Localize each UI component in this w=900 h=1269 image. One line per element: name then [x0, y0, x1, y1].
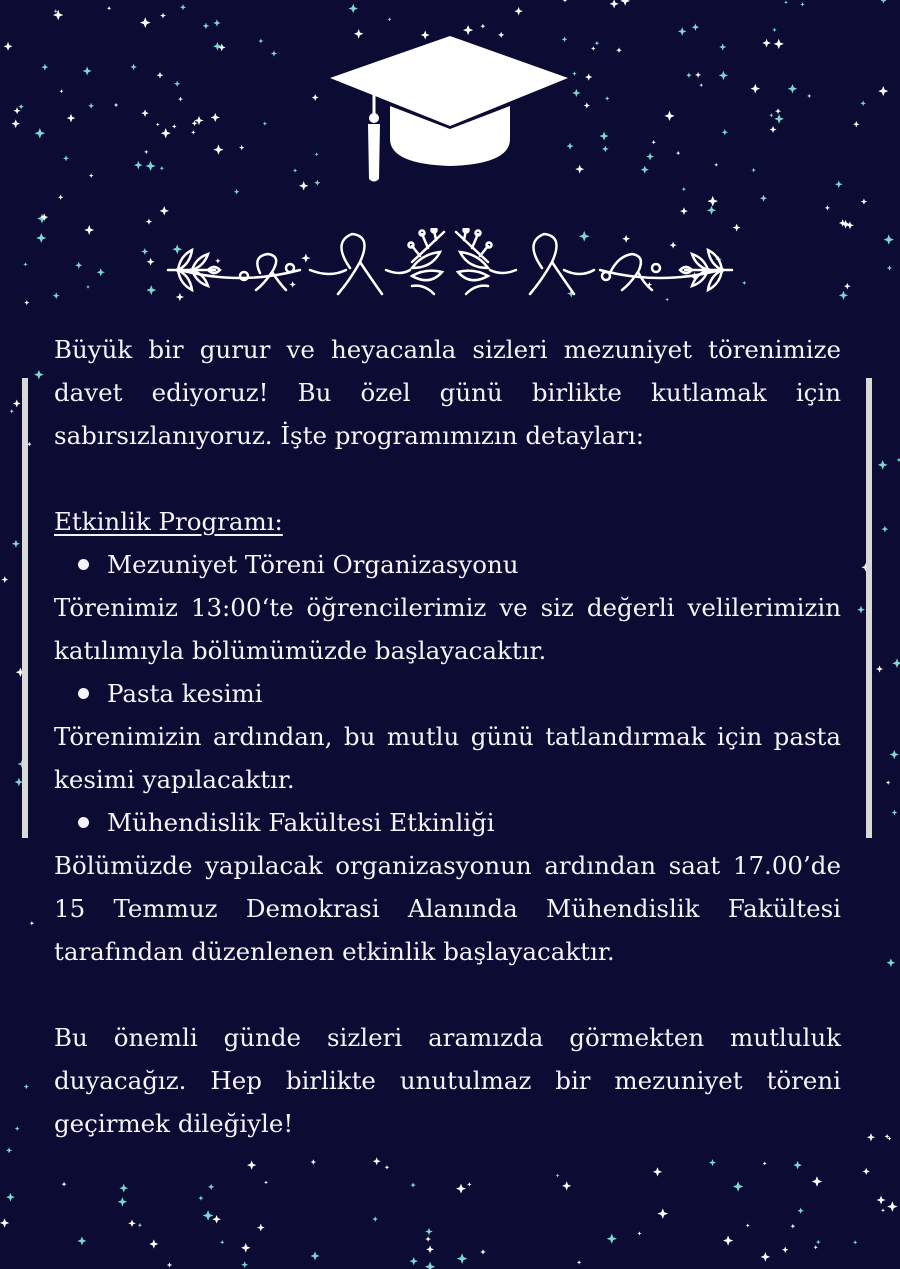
star-icon — [782, 1246, 789, 1253]
star-icon — [140, 17, 151, 28]
star-icon — [867, 1133, 875, 1141]
star-icon — [807, 94, 811, 98]
star-icon — [293, 168, 297, 172]
star-icon — [77, 1236, 86, 1245]
star-icon — [213, 19, 220, 26]
star-icon — [89, 173, 94, 178]
star-icon — [410, 1182, 415, 1187]
star-icon — [409, 1257, 417, 1265]
spacer — [54, 973, 841, 1016]
star-icon — [707, 196, 718, 207]
star-icon — [425, 1262, 435, 1269]
star-icon — [751, 168, 756, 173]
star-icon — [709, 1159, 716, 1166]
star-icon — [853, 1240, 858, 1245]
floral-divider-ornament — [160, 228, 740, 303]
star-icon — [387, 17, 391, 21]
program-item-title: Mühendislik Fakültesi Etkinliği — [107, 808, 495, 837]
star-icon — [892, 658, 900, 668]
star-icon — [719, 71, 728, 80]
star-icon — [203, 1210, 214, 1221]
star-icon — [14, 107, 21, 114]
star-icon — [887, 1136, 891, 1140]
star-icon — [695, 72, 701, 78]
star-icon — [760, 195, 767, 202]
star-icon — [62, 1182, 67, 1187]
star-icon — [610, 0, 619, 8]
star-icon — [138, 1223, 143, 1228]
star-icon — [213, 42, 222, 51]
star-icon — [876, 665, 883, 672]
program-item-description: Törenimiz 13:00‘te öğrencilerimiz ve siz değerli velilerimizin katılımıyla bölümümüzde başlayacaktır. — [54, 593, 841, 665]
star-icon — [241, 1261, 248, 1268]
program-item — [54, 543, 841, 586]
star-icon — [9, 409, 14, 414]
program-item — [54, 801, 841, 844]
star-icon — [425, 1228, 432, 1235]
star-icon — [878, 460, 888, 470]
star-icon — [790, 1224, 795, 1229]
star-icon — [234, 189, 240, 195]
star-icon — [241, 1243, 251, 1253]
star-icon — [857, 606, 865, 614]
star-icon — [723, 1235, 733, 1245]
star-icon — [130, 64, 137, 71]
star-icon — [118, 1197, 127, 1206]
star-icon — [456, 1184, 466, 1194]
star-icon — [247, 1160, 256, 1169]
star-icon — [853, 121, 860, 128]
star-icon — [653, 1167, 662, 1176]
star-icon — [75, 262, 82, 269]
star-icon — [15, 1126, 20, 1131]
star-icon — [887, 1201, 898, 1212]
star-icon — [572, 71, 577, 76]
star-icon — [58, 195, 63, 200]
star-icon — [128, 1220, 136, 1228]
star-icon — [35, 128, 46, 139]
star-icon — [172, 124, 177, 129]
star-icon — [761, 1252, 771, 1262]
star-icon — [107, 6, 111, 10]
left-decorative-bar — [22, 378, 28, 838]
star-icon — [646, 153, 654, 161]
star-icon — [147, 258, 155, 266]
star-icon — [762, 39, 771, 48]
program-item-title: Pasta kesimi — [107, 679, 263, 708]
star-icon — [258, 38, 263, 43]
star-icon — [602, 146, 609, 153]
star-icon — [23, 262, 27, 266]
star-icon — [772, 28, 776, 32]
bullet-dot-icon — [78, 559, 89, 570]
star-icon — [769, 113, 773, 117]
star-icon — [686, 72, 692, 78]
program-heading: Etkinlik Programı: — [54, 507, 283, 536]
star-icon — [881, 526, 888, 533]
star-icon — [812, 1176, 822, 1186]
star-icon — [263, 121, 267, 125]
star-icon — [861, 198, 867, 204]
closing-paragraph: Bu önemli günde sizleri aramızda görmekten mutluluk duyacağız. Hep birlikte unutulmaz bir mezuniyet töreni geçirmek dileğiyle! — [54, 1023, 841, 1138]
star-icon — [239, 145, 244, 150]
star-icon — [707, 206, 716, 215]
star-icon — [257, 1224, 265, 1232]
star-icon — [6, 1147, 12, 1153]
star-icon — [13, 400, 21, 408]
star-icon — [212, 1215, 221, 1224]
star-icon — [886, 780, 891, 785]
star-icon — [784, 0, 788, 4]
star-icon — [562, 1181, 571, 1190]
star-icon — [425, 1236, 431, 1242]
star-icon — [657, 1208, 668, 1219]
star-icon — [616, 47, 622, 53]
star-icon — [134, 161, 143, 170]
star-icon — [213, 145, 223, 155]
star-icon — [584, 102, 590, 108]
star-icon — [24, 1084, 29, 1089]
star-icon — [1, 576, 8, 583]
star-icon — [556, 1174, 560, 1178]
star-icon — [881, 1208, 885, 1212]
star-icon — [884, 234, 894, 244]
star-icon — [575, 165, 584, 174]
star-icon — [6, 1193, 15, 1202]
program-item-description: Törenimizin ardından, bu mutlu günü tatlandırmak için pasta kesimi yapılacaktır. — [54, 722, 841, 794]
star-icon — [114, 103, 118, 107]
star-icon — [595, 41, 600, 46]
star-icon — [0, 1218, 9, 1227]
star-icon — [146, 285, 156, 295]
star-icon — [746, 1223, 750, 1227]
star-icon — [814, 1245, 818, 1249]
spacer — [54, 457, 841, 500]
star-icon — [88, 103, 94, 109]
star-icon — [585, 73, 592, 80]
star-icon — [310, 1159, 316, 1165]
star-icon — [599, 131, 608, 140]
star-icon — [722, 129, 729, 136]
right-decorative-bar — [866, 378, 872, 838]
star-icon — [312, 94, 319, 101]
star-icon — [863, 1168, 870, 1175]
program-item-description: Bölümüzde yapılacak organizasyonun ardından saat 17.00’de 15 Temmuz Demokrasi Alanında Mühendislik Fakültesi tarafından düzenlenen etkinlik başlayacaktır. — [54, 851, 841, 966]
star-icon — [218, 44, 226, 52]
bullet-dot-icon — [78, 817, 89, 828]
star-icon — [763, 1161, 767, 1165]
star-icon — [145, 161, 155, 171]
star-icon — [34, 370, 44, 380]
star-icon — [299, 181, 308, 190]
star-icon — [191, 130, 195, 134]
star-icon — [457, 1253, 468, 1264]
star-icon — [825, 205, 830, 210]
star-icon — [877, 1196, 886, 1205]
star-icon — [563, 0, 568, 2]
star-icon — [24, 300, 29, 305]
star-icon — [310, 1251, 319, 1260]
star-icon — [692, 23, 699, 30]
star-icon — [844, 283, 851, 290]
star-icon — [897, 458, 900, 463]
star-icon — [480, 1249, 486, 1255]
star-icon — [480, 24, 485, 29]
star-icon — [680, 207, 688, 215]
star-icon — [314, 180, 320, 186]
star-icon — [577, 1260, 581, 1264]
star-icon — [676, 151, 680, 155]
star-icon — [788, 84, 797, 93]
star-icon — [264, 1180, 268, 1184]
star-icon — [37, 214, 47, 224]
star-icon — [797, 1207, 803, 1213]
star-icon — [816, 1240, 821, 1245]
star-icon — [774, 114, 784, 124]
bullet-dot-icon — [78, 688, 89, 699]
intro-paragraph: Büyük bir gurur ve heyacanla sizleri mezuniyet törenimize davet ediyoruz! Bu özel günü birlikte kutlamak için sabırsızlanıyoruz. İşte programımızın detayları: — [54, 335, 841, 450]
star-icon — [651, 140, 655, 144]
star-icon — [160, 13, 166, 19]
star-icon — [198, 1196, 203, 1201]
star-icon — [426, 1245, 434, 1253]
star-icon — [271, 50, 277, 56]
star-icon — [160, 206, 169, 215]
star-icon — [385, 1165, 390, 1170]
program-item — [54, 672, 841, 715]
star-icon — [146, 219, 152, 225]
star-icon — [203, 23, 210, 30]
star-icon — [161, 128, 171, 138]
star-icon — [800, 2, 805, 7]
star-icon — [678, 27, 687, 36]
star-icon — [751, 84, 761, 94]
star-icon — [699, 83, 703, 87]
star-icon — [149, 1239, 158, 1248]
star-icon — [97, 268, 105, 276]
program-item-title: Mezuniyet Töreni Organizasyonu — [107, 550, 519, 579]
star-icon — [180, 4, 186, 10]
star-icon — [860, 101, 866, 107]
star-icon — [605, 96, 610, 101]
star-icon — [775, 108, 781, 114]
star-icon — [4, 42, 13, 51]
star-icon — [887, 958, 896, 967]
star-icon — [637, 1231, 641, 1235]
star-icon — [372, 1216, 378, 1222]
star-icon — [641, 166, 649, 174]
star-icon — [719, 43, 726, 50]
star-icon — [86, 285, 90, 289]
star-icon — [742, 281, 746, 285]
star-icon — [846, 221, 854, 229]
star-icon — [160, 166, 165, 171]
star-icon — [174, 81, 180, 87]
star-icon — [514, 7, 523, 16]
star-icon — [774, 39, 784, 49]
star-icon — [880, 0, 886, 4]
star-icon — [572, 89, 580, 97]
star-icon — [18, 104, 23, 109]
star-icon — [36, 233, 46, 243]
star-icon — [682, 187, 686, 191]
star-icon — [769, 126, 776, 133]
star-icon — [84, 225, 94, 235]
star-icon — [83, 66, 92, 75]
star-icon — [208, 1184, 214, 1190]
invitation-body — [54, 328, 841, 1145]
star-icon — [211, 113, 220, 122]
star-icon — [591, 46, 596, 51]
star-icon — [41, 64, 48, 71]
star-icon — [63, 155, 69, 161]
star-icon — [714, 163, 718, 167]
star-icon — [348, 4, 357, 13]
star-icon — [835, 180, 843, 188]
graduation-cap-icon — [330, 34, 570, 189]
star-icon — [141, 109, 149, 117]
star-icon — [373, 1157, 381, 1165]
star-icon — [30, 921, 35, 926]
star-icon — [119, 1184, 128, 1193]
star-icon — [141, 248, 148, 255]
star-icon — [53, 292, 60, 299]
star-icon — [878, 86, 888, 96]
star-icon — [144, 150, 148, 154]
star-icon — [67, 114, 76, 123]
star-icon — [887, 265, 892, 270]
star-icon — [315, 152, 319, 156]
star-icon — [892, 810, 898, 816]
star-icon — [793, 1161, 802, 1170]
star-icon — [607, 1234, 617, 1244]
star-icon — [167, 1262, 172, 1267]
star-icon — [11, 119, 20, 128]
star-icon — [733, 1181, 743, 1191]
star-icon — [178, 97, 183, 102]
star-icon — [220, 1240, 225, 1245]
star-icon — [620, 0, 630, 6]
star-icon — [157, 72, 164, 79]
star-icon — [467, 1182, 472, 1187]
star-icon — [59, 89, 63, 93]
star-icon — [12, 540, 20, 548]
star-icon — [156, 122, 160, 126]
star-icon — [664, 111, 674, 121]
star-icon — [839, 291, 848, 300]
star-icon — [890, 750, 899, 759]
